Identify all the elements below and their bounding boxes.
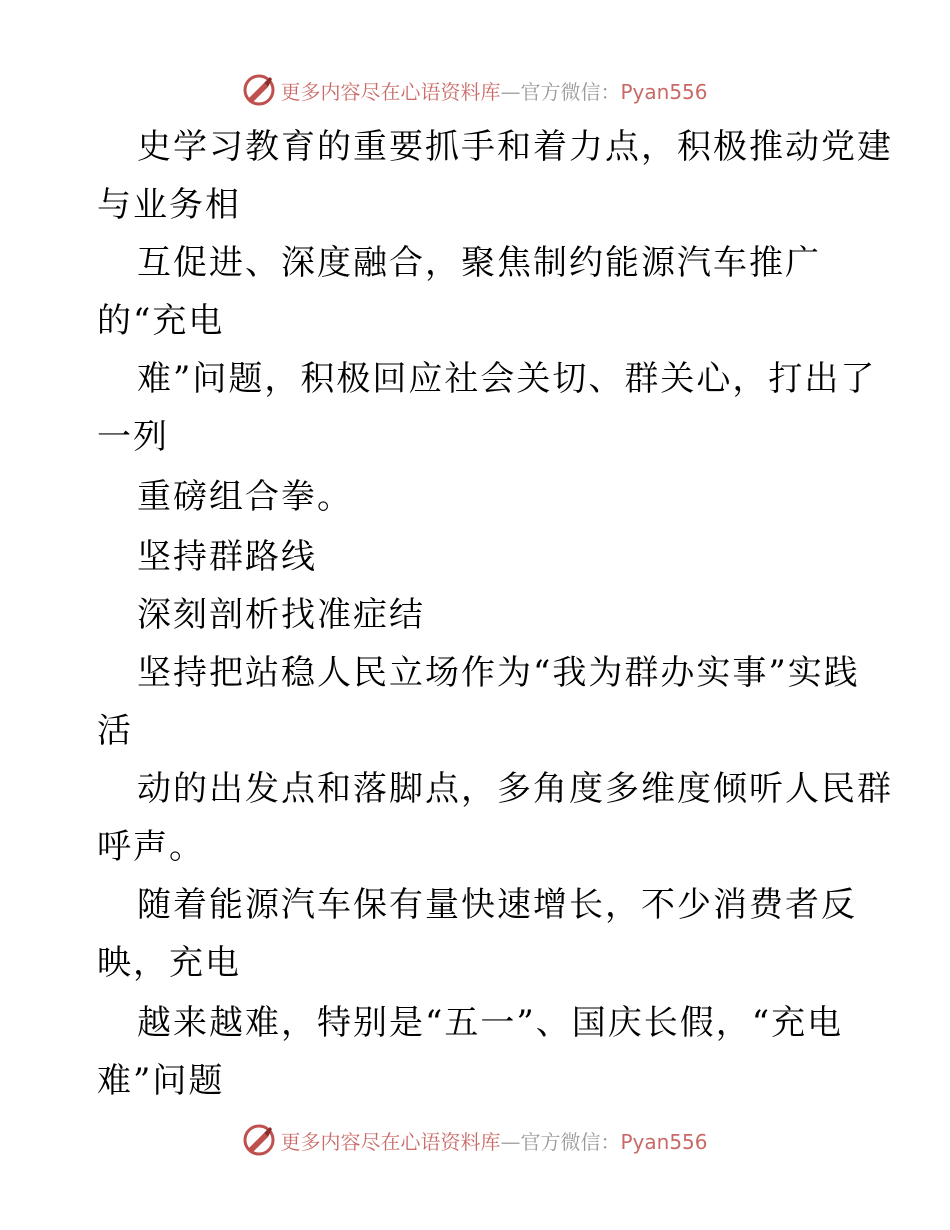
text-line: 坚持把站稳人民立场作为“我为群办实事”实践 [137, 653, 860, 693]
banner-separator: — [500, 1129, 521, 1154]
banner-wechat-account: Pyan556 [620, 1129, 708, 1154]
text-line: 呼声。 [97, 827, 205, 867]
pen-logo-icon [242, 1123, 276, 1157]
text-line: 一列 [97, 417, 169, 457]
banner-site-name: 更多内容尽在心语资料库 [280, 79, 501, 104]
banner-wechat-label: 官方微信： [520, 79, 621, 104]
text-line: 史学习教育的重要抓手和着力点，积极推动党建 [137, 127, 893, 167]
text-line: 难”问题 [97, 1061, 225, 1101]
text-line: 的“充电 [97, 301, 225, 341]
text-line: 随着能源汽车保有量快速增长，不少消费者反 [137, 885, 857, 925]
text-line: 深刻剖析找准症结 [137, 595, 425, 635]
text-line: 映，充电 [97, 943, 241, 983]
banner-wechat-account: Pyan556 [620, 79, 708, 104]
text-line: 越来越难，特别是“五一”、国庆长假，“充电 [137, 1003, 844, 1043]
text-line: 与业务相 [97, 185, 241, 225]
banner-separator: — [500, 79, 521, 104]
text-line: 重磅组合拳。 [137, 477, 353, 517]
text-line: 互促进、深度融合，聚焦制约能源汽车推广 [137, 243, 821, 283]
text-line: 难”问题，积极回应社会关切、群关心，打出了 [137, 359, 877, 399]
text-line: 活 [97, 711, 133, 751]
banner-site-name: 更多内容尽在心语资料库 [280, 1129, 501, 1154]
footer-banner [0, 1120, 950, 1160]
text-line: 坚持群路线 [137, 537, 317, 577]
text-line: 动的出发点和落脚点，多角度多维度倾听人民群 [137, 769, 893, 809]
banner-wechat-label: 官方微信： [520, 1129, 621, 1154]
banner-text [280, 1126, 707, 1155]
